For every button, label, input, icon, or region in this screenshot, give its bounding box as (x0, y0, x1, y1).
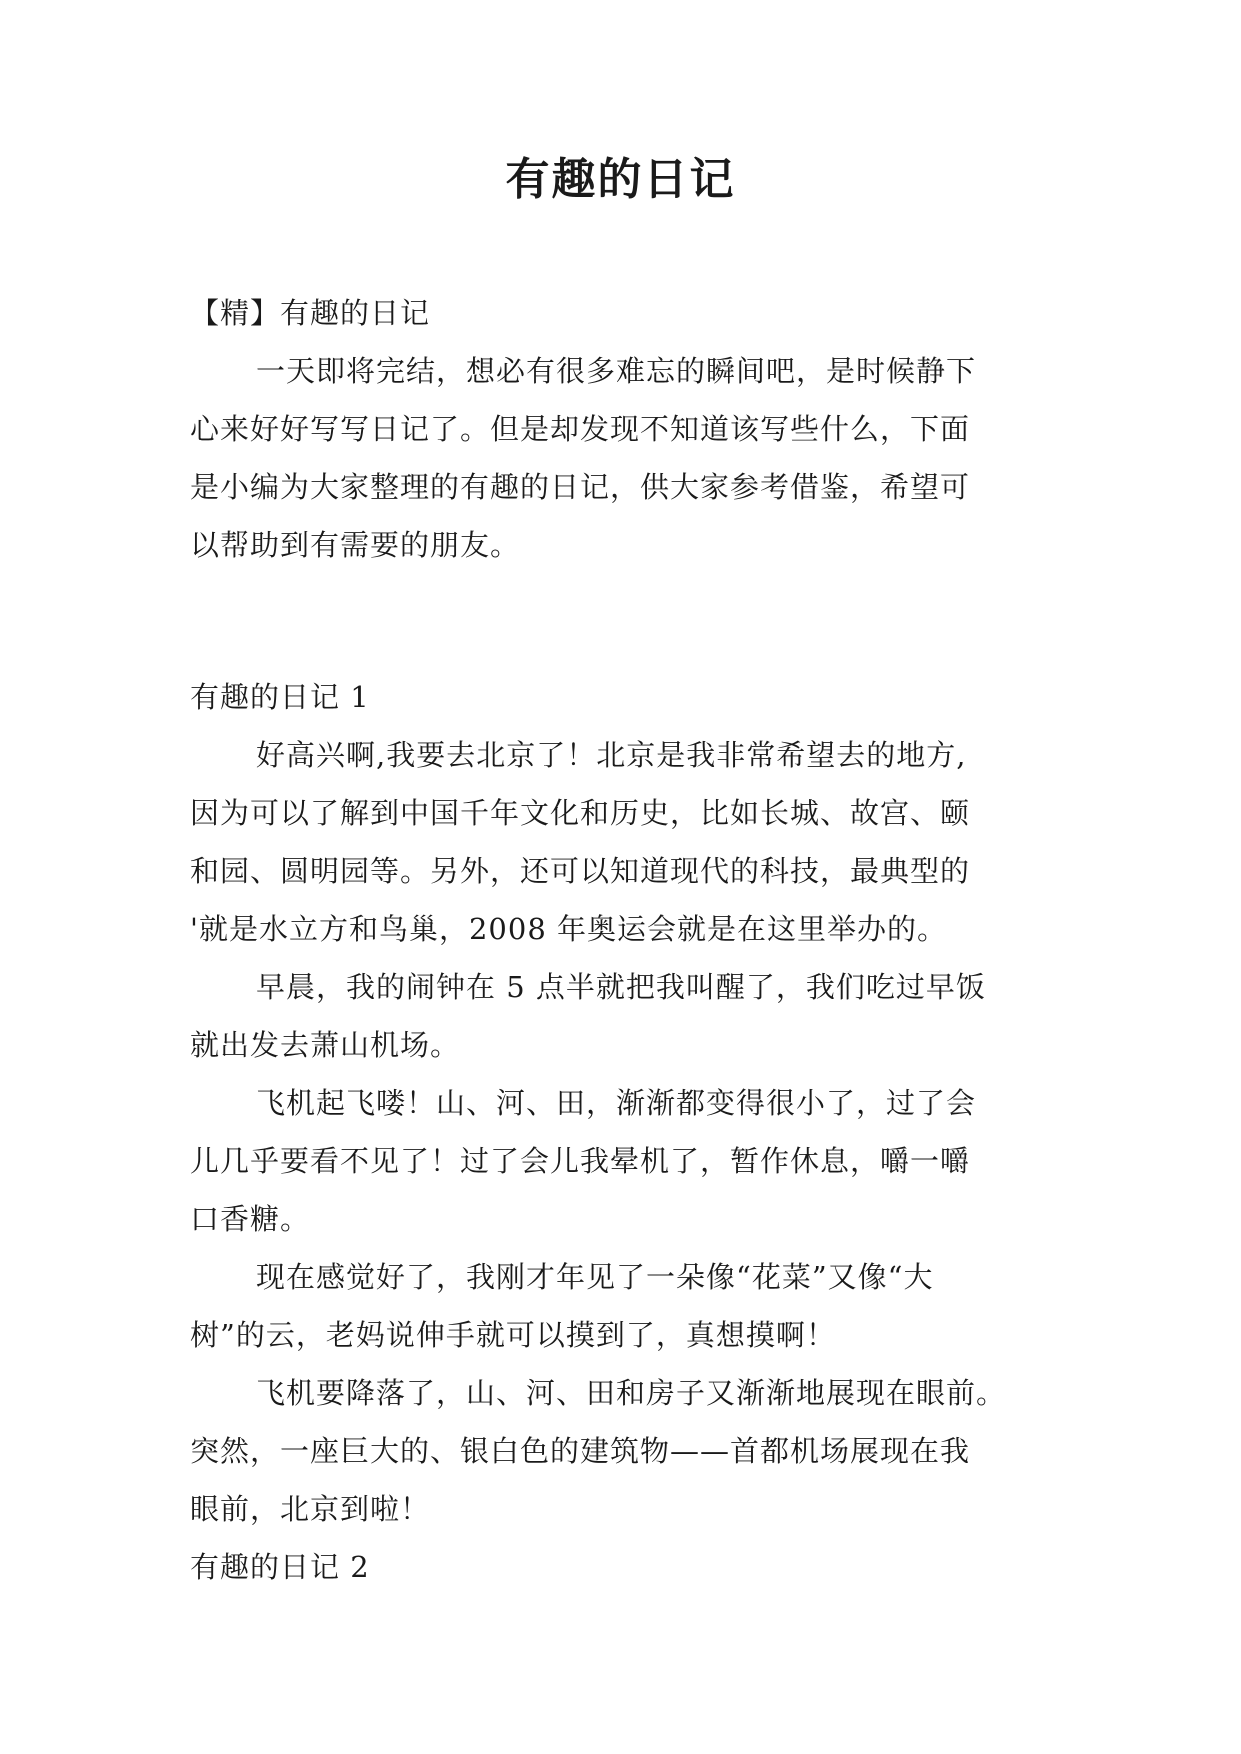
paragraph-line: 突然，一座巨大的、银白色的建筑物——首都机场展现在我 (190, 1434, 971, 1468)
paragraph-1 (190, 726, 1050, 958)
intro-paragraph (190, 342, 1050, 574)
intro-line: 一天即将完结，想必有很多难忘的瞬间吧，是时候静下 (256, 354, 977, 388)
section-heading-2: 有趣的日记 2 (190, 1550, 370, 1584)
section-heading-1: 有趣的日记 1 (190, 680, 370, 714)
paragraph-gap (190, 574, 1050, 668)
paragraph-line: 因为可以了解到中国千年文化和历史，比如长城、故宫、颐 (190, 796, 971, 830)
subtitle: 【精】有趣的日记 (190, 296, 431, 330)
paragraph-line: 就出发去萧山机场。 (190, 1028, 461, 1062)
paragraph-line: 飞机要降落了，山、河、田和房子又渐渐地展现在眼前。 (256, 1376, 1007, 1410)
paragraph-5 (190, 1364, 1050, 1538)
paragraph-2 (190, 958, 1050, 1074)
paragraph-line: 口香糖。 (190, 1202, 311, 1236)
paragraph-line: 早晨，我的闹钟在 5 点半就把我叫醒了，我们吃过早饭 (256, 970, 986, 1004)
paragraph-line: 飞机起飞喽！山、河、田，渐渐都变得很小了，过了会 (256, 1086, 977, 1120)
paragraph-line: 现在感觉好了，我刚才年见了一朵像“花菜”又像“大 (256, 1260, 934, 1294)
paragraph-line: 儿几乎要看不见了！过了会儿我晕机了，暂作休息，嚼一嚼 (190, 1144, 971, 1178)
paragraph-line: 眼前，北京到啦！ (190, 1492, 431, 1526)
paragraph-4 (190, 1248, 1050, 1364)
paragraph-line: 好高兴啊,我要去北京了！北京是我非常希望去的地方, (256, 738, 967, 772)
paragraph-line: 和园、圆明园等。另外，还可以知道现代的科技，最典型的 (190, 854, 971, 888)
intro-line: 以帮助到有需要的朋友。 (190, 528, 521, 562)
intro-line: 心来好好写写日记了。但是却发现不知道该写些什么，下面 (190, 412, 971, 446)
intro-line: 是小编为大家整理的有趣的日记，供大家参考借鉴，希望可 (190, 470, 971, 504)
document-title: 有趣的日记 (505, 154, 736, 205)
paragraph-line: '就是水立方和鸟巢，2008 年奥运会就是在这里举办的。 (190, 912, 947, 946)
document-body (190, 284, 1050, 1596)
paragraph-line: 树”的云，老妈说伸手就可以摸到了，真想摸啊！ (190, 1318, 836, 1352)
paragraph-3 (190, 1074, 1050, 1248)
